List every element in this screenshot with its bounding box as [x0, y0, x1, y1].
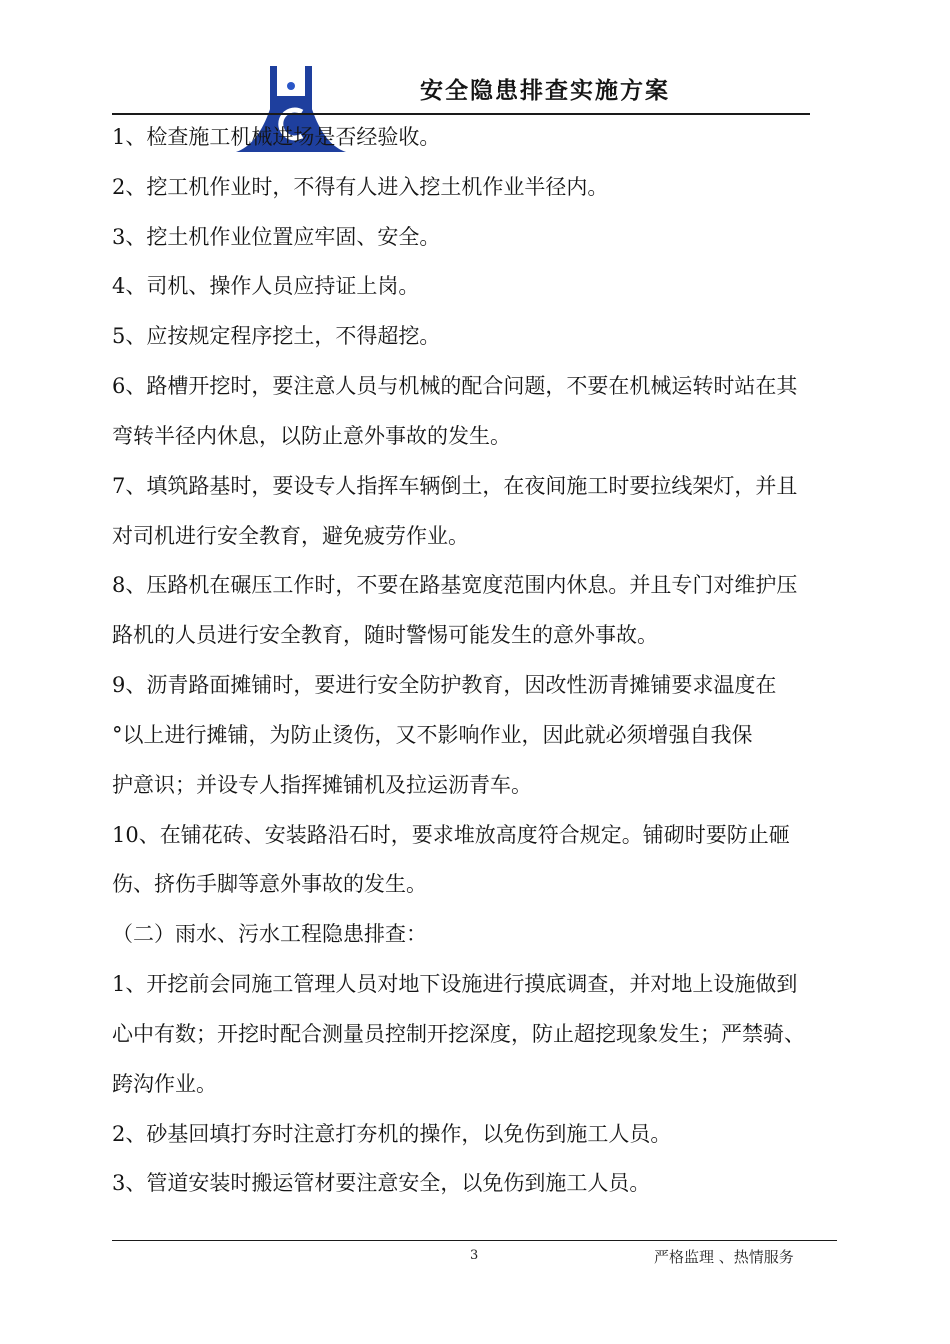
body-line: °以上进行摊铺，为防止烫伤，又不影响作业，因此就必须增强自我保 — [112, 723, 753, 747]
body-line: 心中有数；开挖时配合测量员控制开挖深度，防止超挖现象发生；严禁骑、 — [112, 1022, 805, 1046]
body-line: 3、挖土机作业位置应牢固、安全。 — [112, 225, 441, 249]
body-line: 3、管道安装时搬运管材要注意安全，以免伤到施工人员。 — [112, 1171, 651, 1195]
logo-center-dot — [287, 82, 295, 90]
body-line: 对司机进行安全教育，避免疲劳作业。 — [112, 524, 469, 548]
body-line: 10、在铺花砖、安装路沿石时，要求堆放高度符合规定。铺砌时要防止砸 — [112, 823, 790, 847]
logo-right-bar — [305, 66, 312, 126]
logo-left-bar — [270, 66, 277, 126]
body-line: 5、应按规定程序挖土，不得超挖。 — [112, 324, 441, 348]
body-line: 4、司机、操作人员应持证上岗。 — [112, 274, 420, 298]
body-line: 2、砂基回填打夯时注意打夯机的操作，以免伤到施工人员。 — [112, 1122, 672, 1146]
section-heading: （二）雨水、污水工程隐患排查： — [112, 922, 427, 946]
body-line: 弯转半径内休息，以防止意外事故的发生。 — [112, 424, 511, 448]
document-header-title: 安全隐患排查实施方案 — [420, 78, 670, 104]
body-line: 路机的人员进行安全教育，随时警惕可能发生的意外事故。 — [112, 623, 658, 647]
body-line: 1、检查施工机械进场是否经验收。 — [112, 125, 441, 149]
body-line: 伤、挤伤手脚等意外事故的发生。 — [112, 872, 427, 896]
body-line: 6、路槽开挖时，要注意人员与机械的配合问题，不要在机械运转时站在其 — [112, 374, 798, 398]
body-line: 护意识；并设专人指挥摊铺机及拉运沥青车。 — [112, 773, 532, 797]
body-line: 1、开挖前会同施工管理人员对地下设施进行摸底调查，并对地上设施做到 — [112, 972, 798, 996]
body-line: 2、挖工机作业时，不得有人进入挖土机作业半径内。 — [112, 175, 609, 199]
footer-divider — [112, 1240, 837, 1241]
footer-motto: 严格监理 、热情服务 — [654, 1248, 794, 1266]
body-line: 跨沟作业。 — [112, 1072, 217, 1096]
body-line: 7、填筑路基时，要设专人指挥车辆倒土，在夜间施工时要拉线架灯，并且 — [112, 474, 798, 498]
header-divider — [112, 113, 810, 115]
page-number: 3 — [470, 1248, 479, 1263]
body-line: 9、沥青路面摊铺时，要进行安全防护教育，因改性沥青摊铺要求温度在 — [112, 673, 777, 697]
body-line: 8、压路机在碾压工作时，不要在路基宽度范围内休息。并且专门对维护压 — [112, 573, 798, 597]
